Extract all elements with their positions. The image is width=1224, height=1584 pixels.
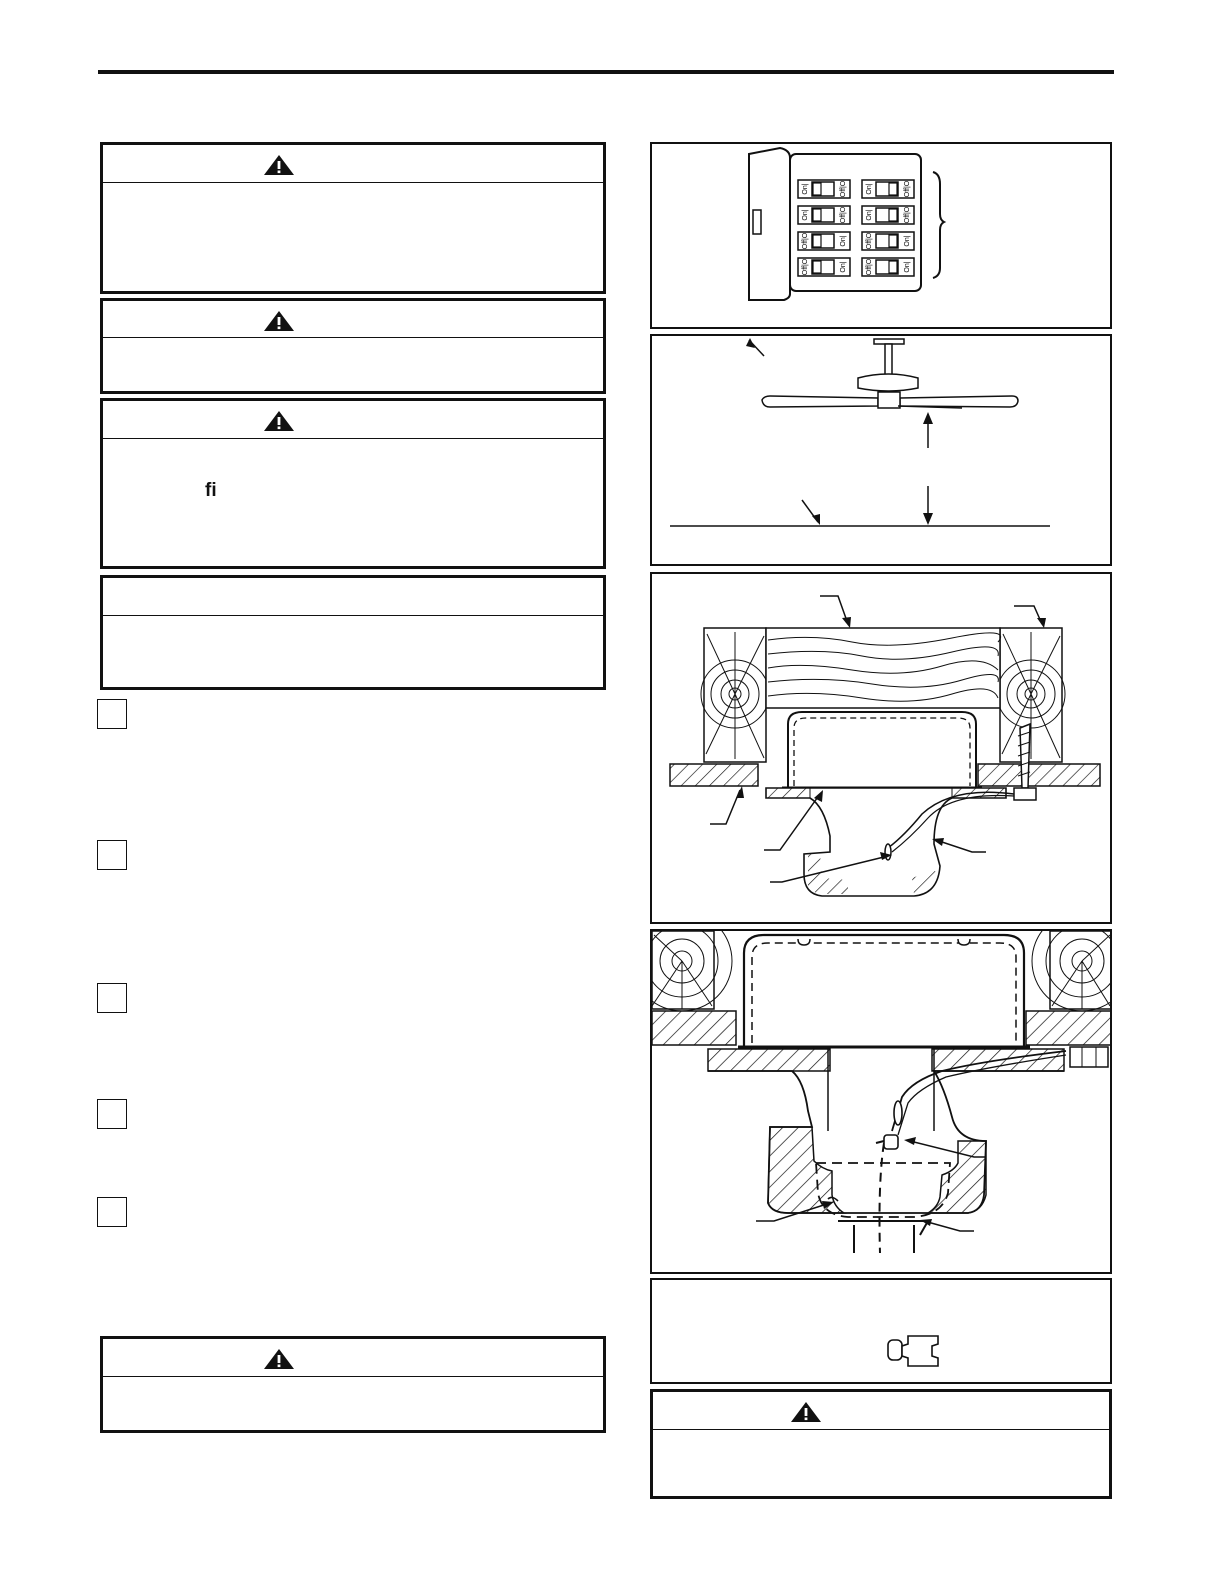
figure-fan-clearance (650, 334, 1112, 566)
figure-outlet-box-joist (650, 572, 1112, 924)
breaker-label: On| (903, 235, 911, 247)
circuit-breaker (862, 206, 914, 224)
warning-box-3 (100, 398, 606, 569)
notice-box (100, 575, 606, 690)
breaker-label: Off|O (903, 180, 911, 198)
circuit-breaker (862, 258, 914, 276)
warning-box-1 (100, 142, 606, 294)
breaker-label: Off|O (801, 232, 809, 250)
step-3-checkbox[interactable] (97, 983, 127, 1013)
breaker-label: Off|O (865, 258, 873, 276)
clip-body-icon (902, 1336, 938, 1366)
warning-box-5 (650, 1389, 1112, 1499)
warning-triangle-icon (263, 410, 295, 432)
clip-screw-icon (888, 1340, 902, 1360)
outlet-box (744, 935, 1024, 1047)
cable-clip (884, 1135, 898, 1149)
screw-nut (1070, 1047, 1108, 1067)
mounting-bracket (766, 788, 1006, 896)
breaker-label: On| (865, 183, 873, 195)
figure-breaker-panel (650, 142, 1112, 329)
figure-clip-detail (650, 1278, 1112, 1384)
circuit-breaker (798, 180, 850, 198)
breaker-label: On| (839, 235, 847, 247)
fan-blade-left (762, 396, 878, 407)
step-1-checkbox[interactable] (97, 699, 127, 729)
ceiling-drywall-left (652, 1011, 736, 1045)
warning-triangle-icon (790, 1401, 822, 1423)
circuit-breaker (862, 232, 914, 250)
cross-brace (766, 628, 1000, 708)
breaker-label: On| (801, 183, 809, 195)
downrod-centerline (880, 1143, 885, 1253)
warning-triangle-icon (263, 310, 295, 332)
breaker-label: Off|O (801, 258, 809, 276)
ceiling-drywall-right (1026, 1011, 1112, 1045)
ceiling-drywall-right (978, 764, 1100, 786)
breaker-label: On| (801, 209, 809, 221)
fan-blade-right (900, 396, 1018, 407)
breaker-label: On| (865, 209, 873, 221)
circuit-breaker (798, 206, 850, 224)
top-rule (98, 70, 1114, 74)
circuit-breaker (798, 232, 850, 250)
warning-triangle-icon (263, 1348, 295, 1370)
warning-box-2 (100, 298, 606, 394)
breaker-label: On| (839, 261, 847, 273)
screw-nut (1014, 788, 1036, 800)
figure-outlet-box-closeup (650, 929, 1112, 1274)
breaker-label: Off|O (839, 206, 847, 224)
breaker-label: Off|O (903, 206, 911, 224)
step-4-checkbox[interactable] (97, 1099, 127, 1129)
breaker-label: Off|O (839, 180, 847, 198)
ceiling-drywall-left (670, 764, 758, 786)
step-5-checkbox[interactable] (97, 1197, 127, 1227)
brace-icon (933, 172, 944, 278)
ligature-fi-text: fi (205, 480, 217, 501)
fan-motor (858, 374, 918, 391)
outlet-box (788, 712, 976, 788)
warning-triangle-icon (263, 154, 295, 176)
panel-door-latch (753, 210, 761, 234)
circuit-breaker (862, 180, 914, 198)
breaker-label: On| (903, 261, 911, 273)
breaker-label: Off|O (865, 232, 873, 250)
circuit-breaker (798, 258, 850, 276)
warning-box-4 (100, 1336, 606, 1433)
step-2-checkbox[interactable] (97, 840, 127, 870)
